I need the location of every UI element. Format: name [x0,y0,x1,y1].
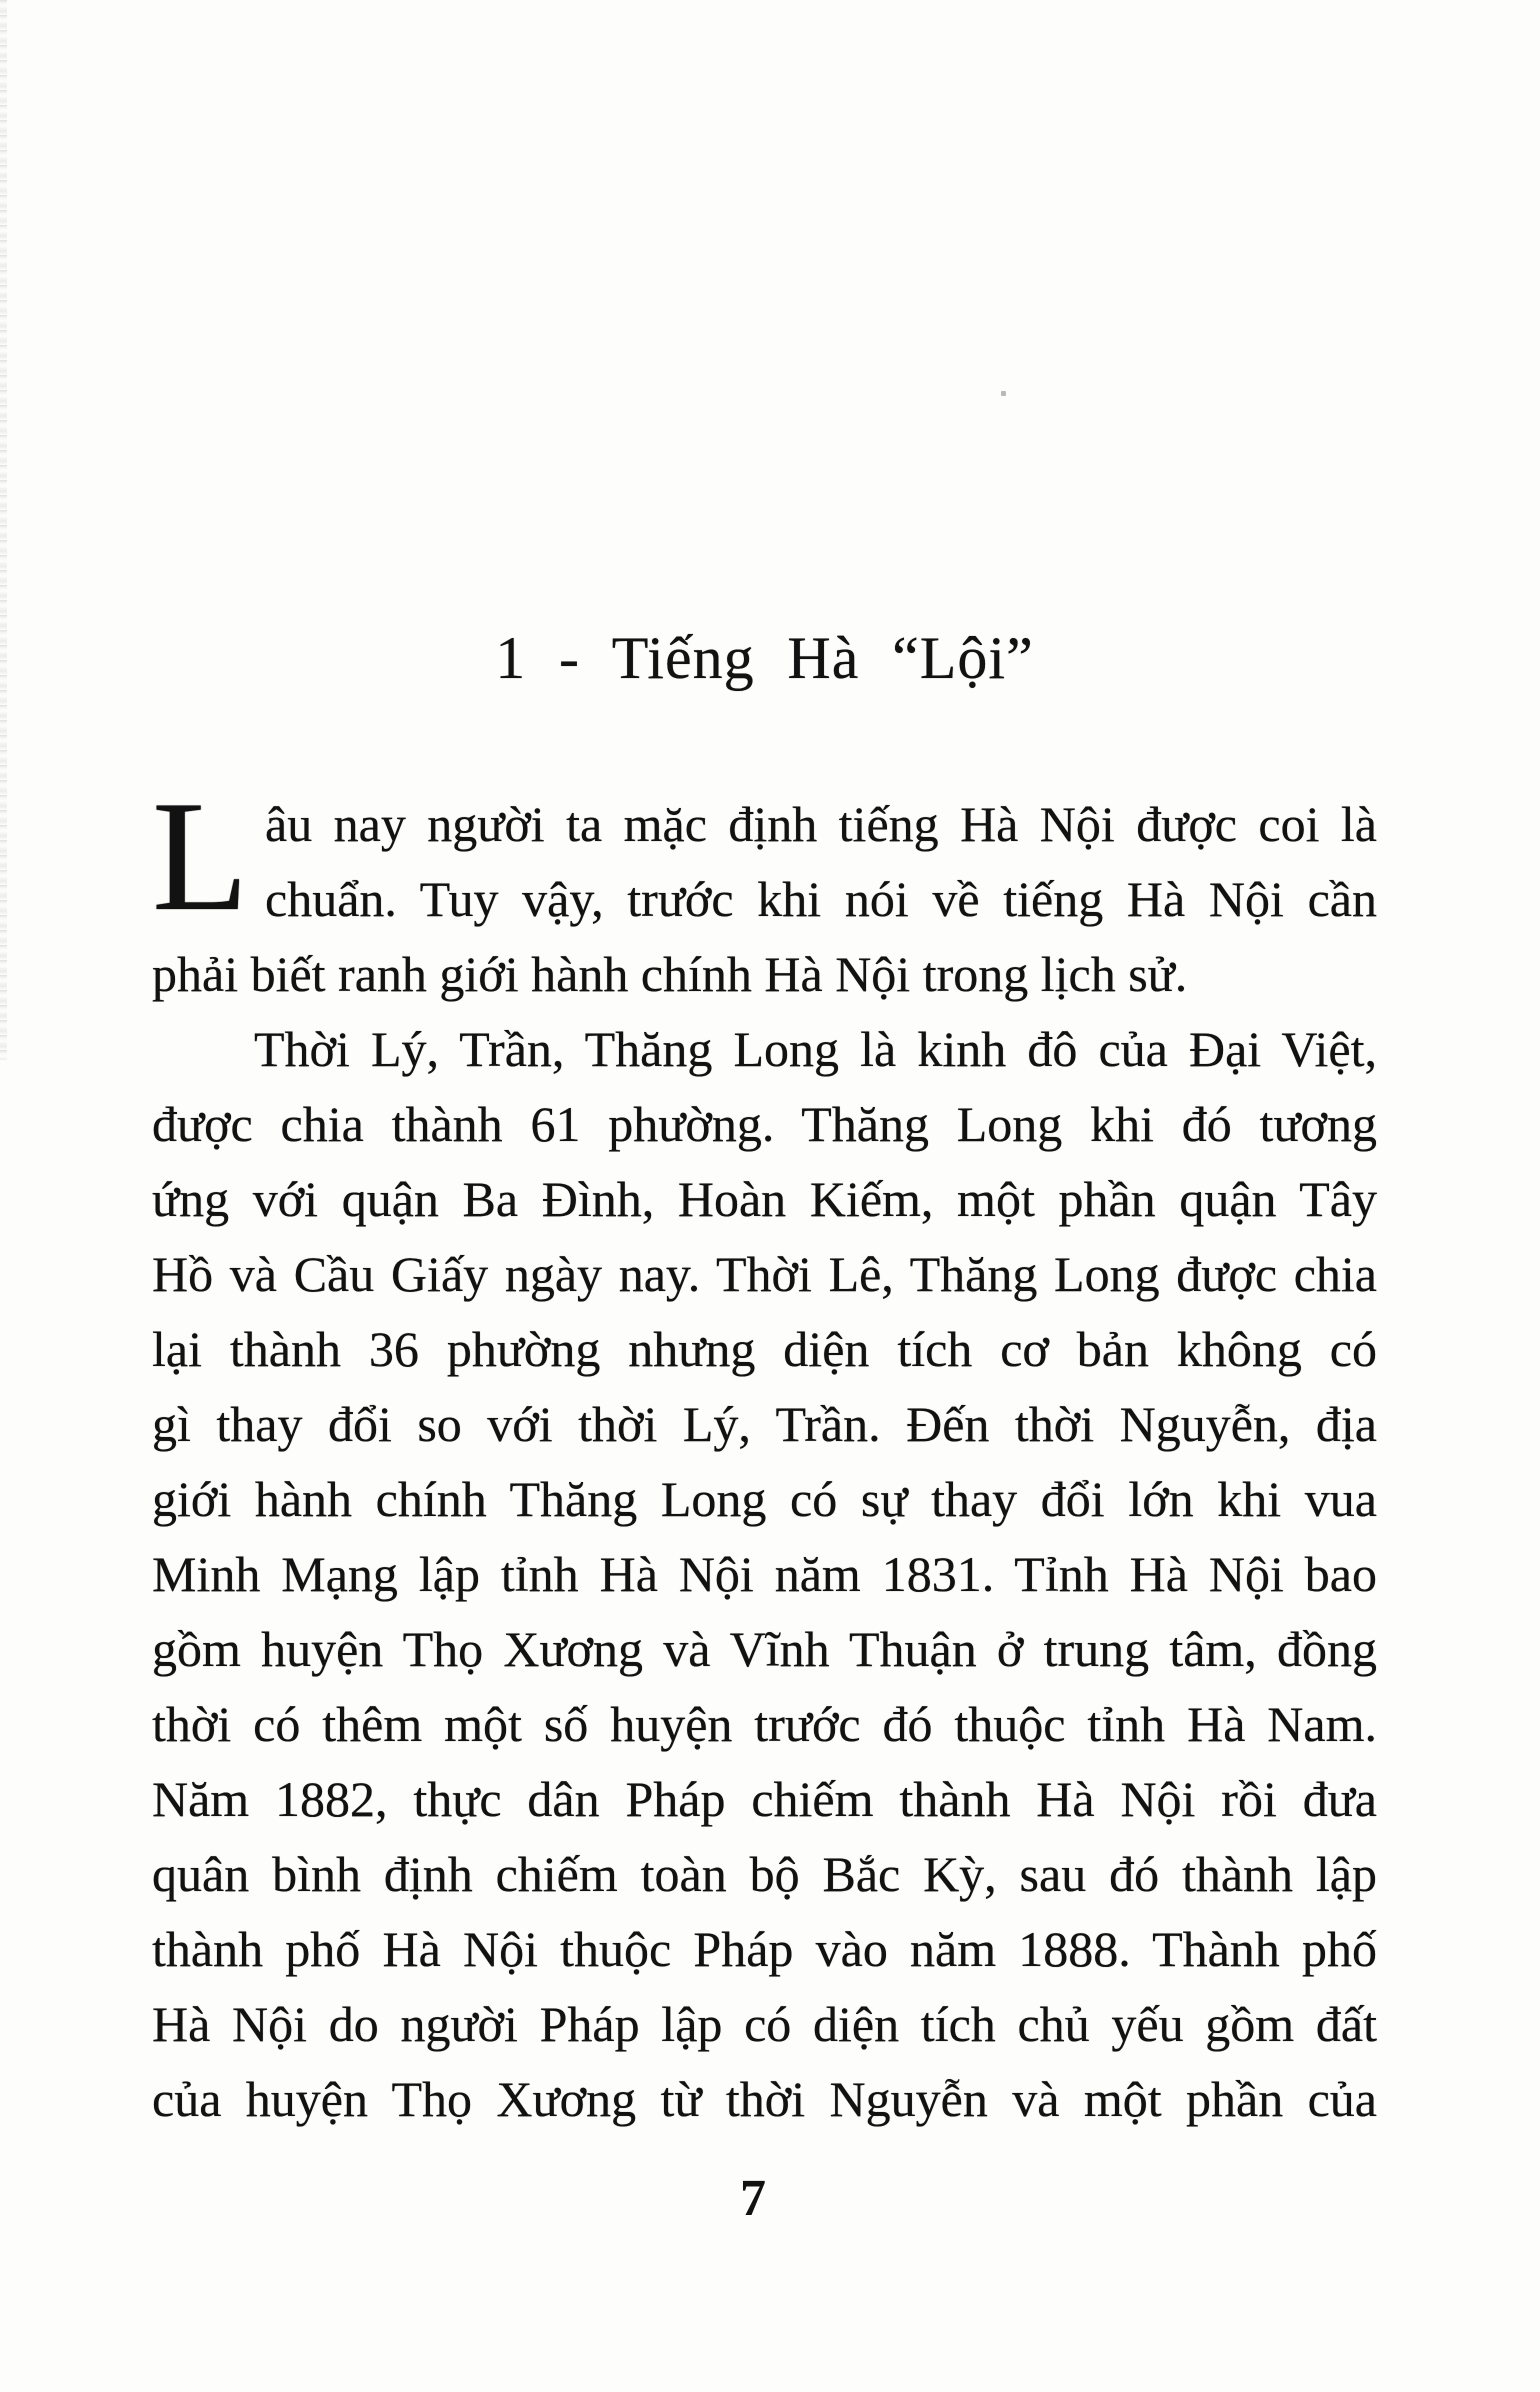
text-line: gì thay đổi so với thời Lý, Trần. Đến thời Nguyễn, địa [152,1396,1377,1452]
text-line: của huyện Thọ Xương từ thời Nguyễn và một phần của [152,2071,1377,2127]
text-line: âu nay người ta mặc định tiếng Hà Nội được coi là [265,796,1377,852]
text-line: Hồ và Cầu Giấy ngày nay. Thời Lê, Thăng Long được chia [152,1246,1377,1302]
text-line: ứng với quận Ba Đình, Hoàn Kiếm, một phần quận Tây [152,1171,1377,1227]
scan-speck [1001,391,1006,396]
text-line: thời có thêm một số huyện trước đó thuộc tỉnh Hà Nam. [152,1696,1377,1752]
text-line: chuẩn. Tuy vậy, trước khi nói về tiếng Hà Nội cần [265,871,1377,927]
text-line: thành phố Hà Nội thuộc Pháp vào năm 1888. Thành phố [152,1921,1377,1977]
body-text [152,769,1377,2137]
text-line: gồm huyện Thọ Xương và Vĩnh Thuận ở trung tâm, đồng [152,1621,1377,1677]
text-line: quân bình định chiếm toàn bộ Bắc Kỳ, sau đó thành lập [152,1846,1377,1902]
text-line: được chia thành 61 phường. Thăng Long khi đó tương [152,1096,1377,1152]
scan-edge-noise [0,0,7,1060]
text-line: lại thành 36 phường nhưng diện tích cơ bản không có [152,1321,1377,1377]
text-line: Minh Mạng lập tỉnh Hà Nội năm 1831. Tỉnh Hà Nội bao [152,1546,1377,1602]
chapter-title: 1 - Tiếng Hà “Lội” [495,625,1034,691]
text-line: giới hành chính Thăng Long có sự thay đổi lớn khi vua [152,1471,1377,1527]
page-number: 7 [740,2170,766,2227]
text-line: Hà Nội do người Pháp lập có diện tích chủ yếu gồm đất [152,1996,1377,2052]
text-line: phải biết ranh giới hành chính Hà Nội trong lịch sử. [152,946,1188,1002]
text-line: Thời Lý, Trần, Thăng Long là kinh đô của Đại Việt, [254,1021,1377,1077]
text-line: Năm 1882, thực dân Pháp chiếm thành Hà Nội rồi đưa [152,1771,1377,1827]
drop-cap: L [152,769,249,944]
